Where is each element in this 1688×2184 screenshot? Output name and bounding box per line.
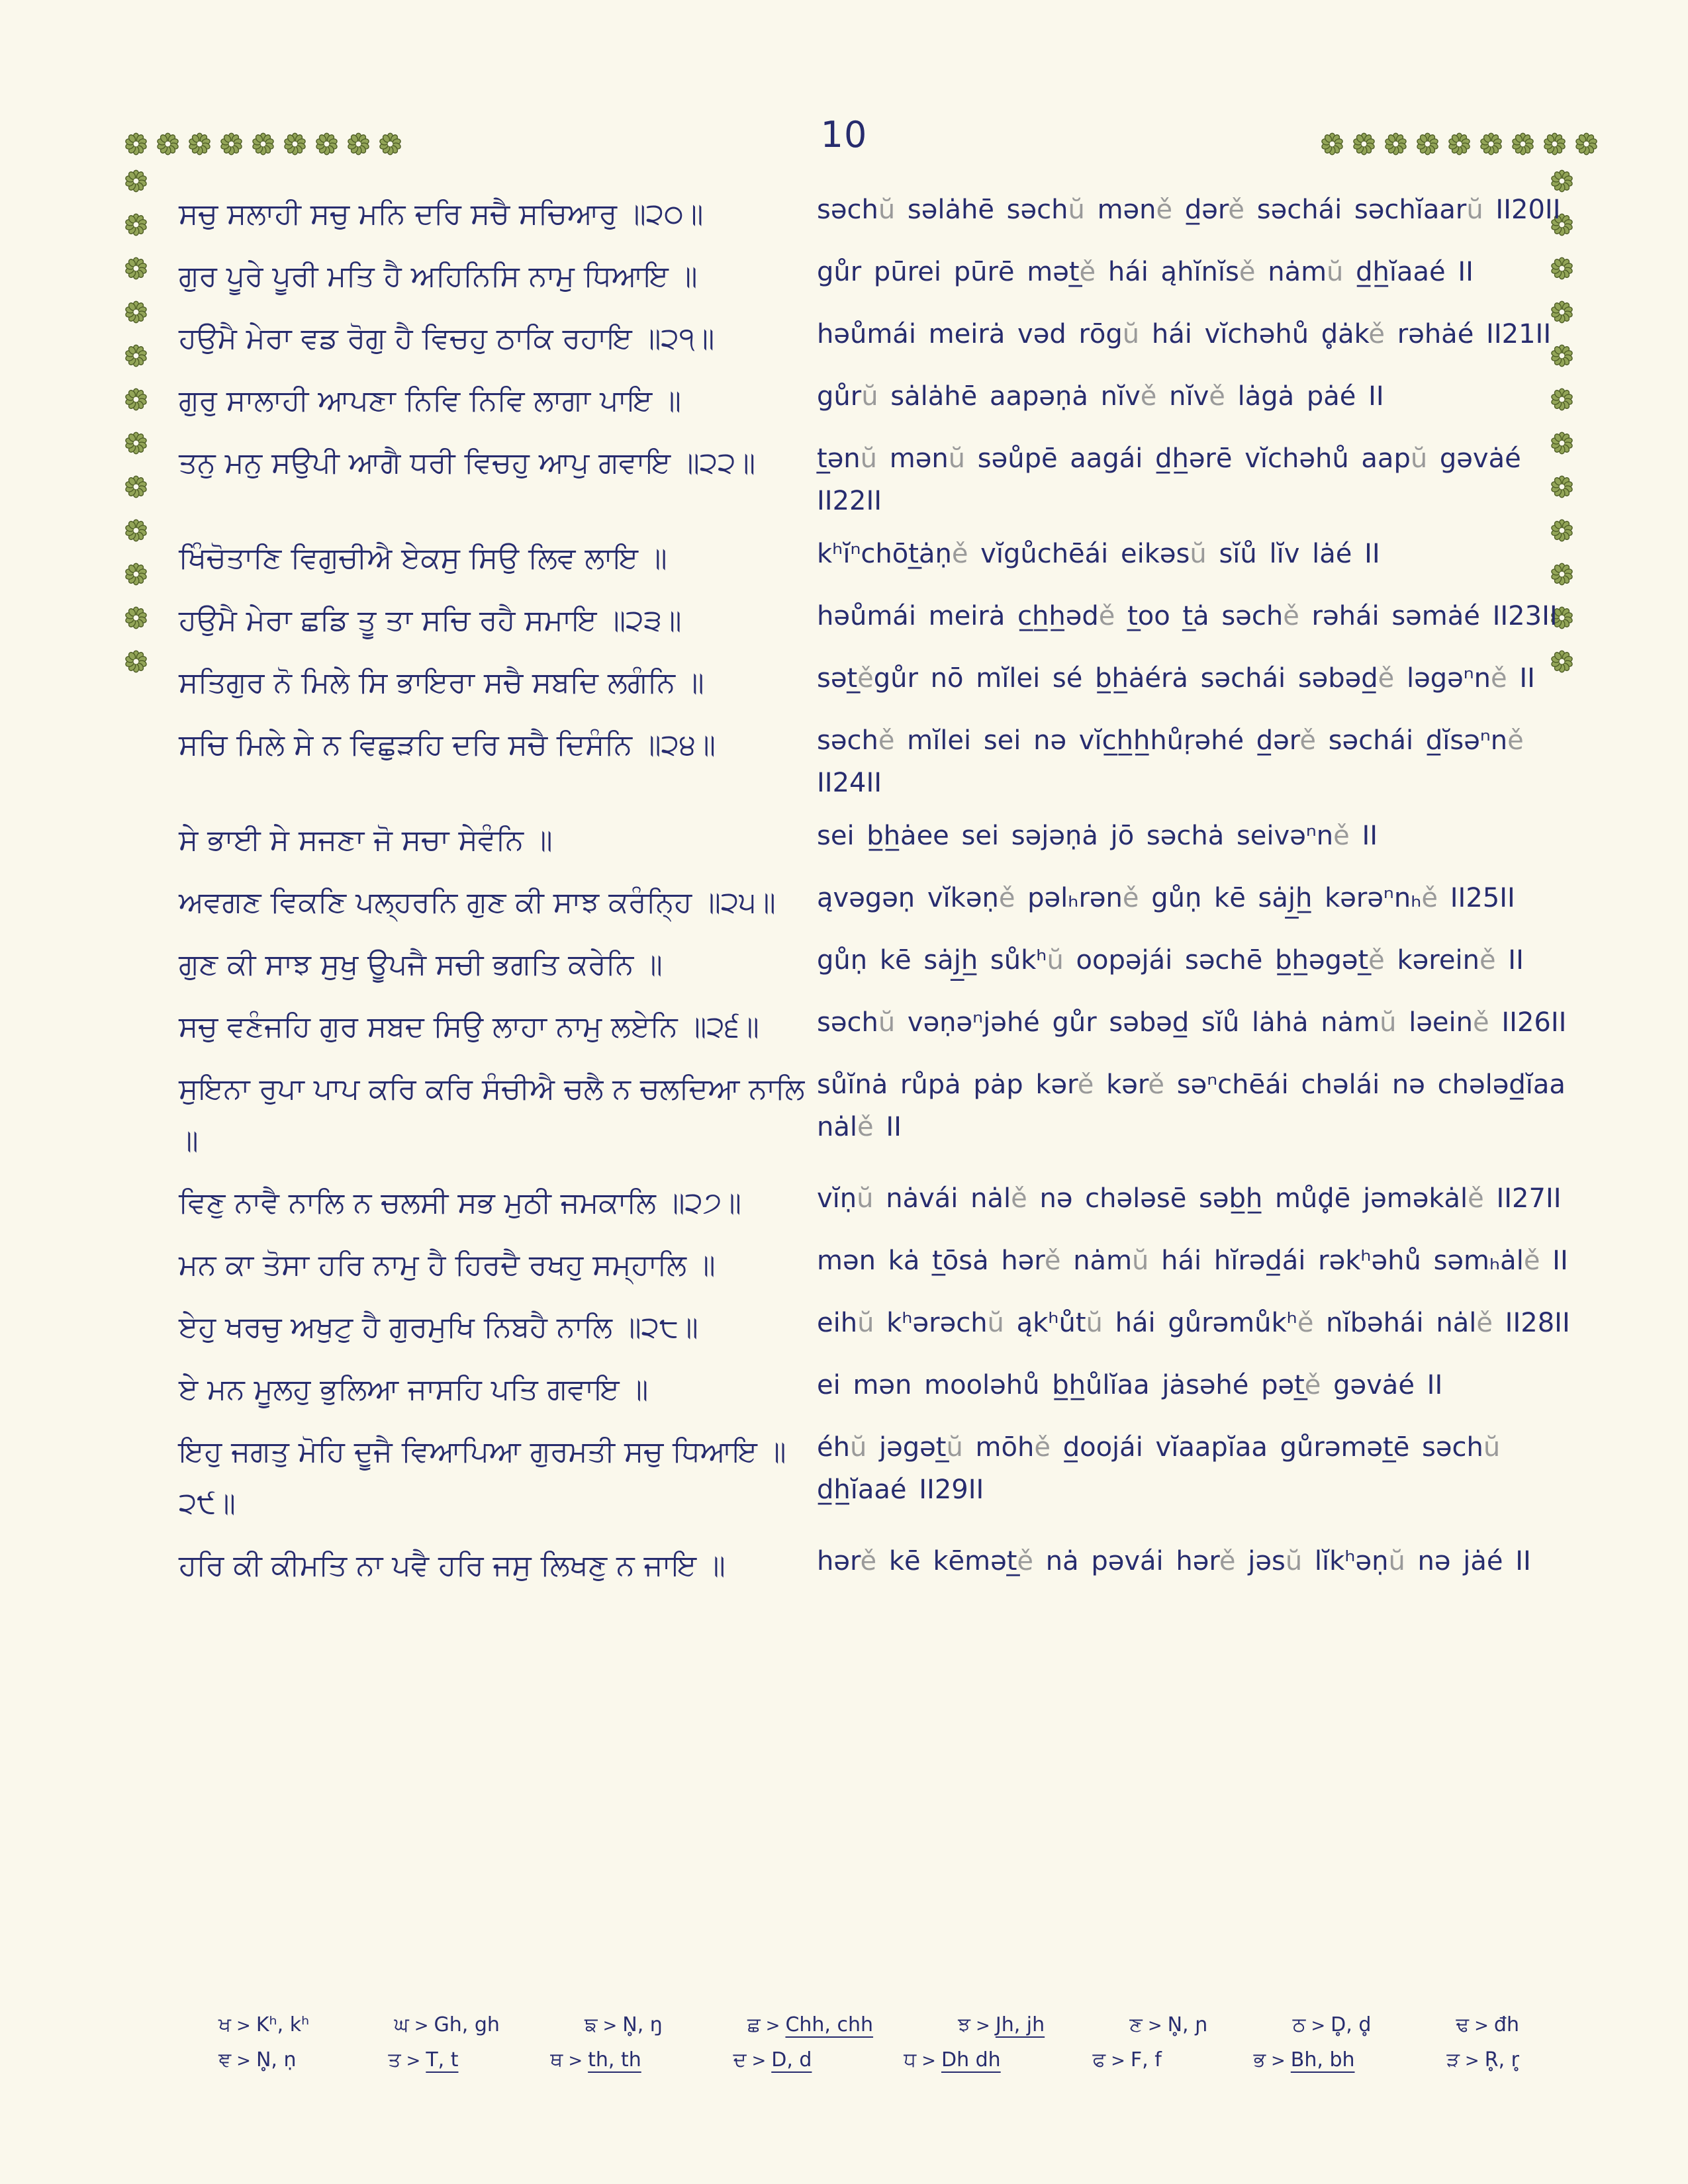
gurmukhi-line: ਏ ਮਨ ਮੂਲਹੁ ਭੁਲਿਆ ਜਾਸਹਿ ਪਤਿ ਗਵਾਇ ॥ [179, 1373, 649, 1406]
transliteration-line: éhŭ jǝgǝtŭ mōhě doojái vĭaapĭaa gůrǝmǝtē sǝchŭ dhĭaaé II29II [817, 1432, 1501, 1505]
legend-gurmukhi-letter: ਧ [904, 2048, 917, 2071]
muted-vowel-char: ŭ [878, 195, 896, 225]
page-number: 10 [820, 114, 868, 156]
muted-vowel-char: ě [1491, 663, 1507, 694]
flower-icon [188, 132, 211, 156]
flower-icon [156, 132, 179, 156]
muted-vowel-char: ě [1299, 725, 1316, 756]
flower-icon [1479, 132, 1503, 156]
flower-icon [124, 606, 148, 629]
legend-roman-value: Gh, gh [434, 2013, 500, 2036]
gurmukhi-line: ਸਚਿ ਮਿਲੇ ਸੇ ਨ ਵਿਛੁੜਹਿ ਦਰਿ ਸਚੈ ਦਿਸੰਨਿ ॥੨੪॥ [179, 728, 716, 762]
muted-vowel-char: ě [1468, 1183, 1484, 1214]
maps-to-arrow: > [976, 2016, 990, 2036]
legend-gurmukhi-letter: ਢ [1456, 2013, 1470, 2036]
muted-vowel-char: ě [1156, 195, 1173, 225]
maps-to-arrow: > [765, 2016, 780, 2036]
muted-vowel-char: ě [1476, 1308, 1493, 1338]
verse-row [179, 251, 1575, 302]
legend-gurmukhi-letter: ਫ [1092, 2048, 1106, 2071]
transliteration-line: sǝchŭ vǝṇǝⁿjǝhé gůr sǝbǝd sĭů lȧhȧ nȧmŭ lǝeině II26II [817, 1007, 1567, 1038]
legend-gurmukhi-letter: ਦ [733, 2048, 747, 2071]
legend-item [218, 2048, 297, 2071]
gurmukhi-line: ਗੁਣ ਕੀ ਸਾਝ ਸੁਖੁ ਊਪਜੈ ਸਚੀ ਭਗਤਿ ਕਰੇਨਿ ॥ [179, 948, 663, 981]
legend-item [1093, 2048, 1162, 2071]
gurmukhi-line: ਹਉਮੈ ਮੇਰਾ ਛਡਿ ਤੂ ਤਾ ਸਚਿ ਰਹੈ ਸਮਾਇ ॥੨੩॥ [179, 604, 682, 637]
flower-icon [124, 213, 148, 236]
muted-vowel-char: ŭ [987, 1308, 1004, 1338]
legend-roman-value: N̥, ṇ [256, 2048, 297, 2071]
muted-vowel-char: ě [857, 663, 874, 694]
flower-icon [379, 132, 402, 156]
legend-roman-value: Bh, bh [1290, 2048, 1355, 2071]
legend-gurmukhi-letter: ਞ [218, 2048, 232, 2071]
muted-vowel-char: ě [1479, 945, 1496, 976]
legend-item [747, 2013, 873, 2036]
gurmukhi-line: ਸੇ ਭਾਈ ਸੇ ਸਜਣਾ ਜੋ ਸਚਾ ਸੇਵੰਨਿ ॥ [179, 823, 553, 857]
transliteration-line: kʰĭⁿchōtȧṇě vĭgůchēái eikǝsŭ sĭů lĭv lȧé II [817, 539, 1380, 569]
legend-roman-value: T, t [426, 2048, 459, 2071]
transliteration-line: gůr pūrei pūrē mǝtě hái ąhĭnĭsě nȧmŭ dhĭaaé II [817, 257, 1474, 287]
transliteration-line: hǝrě kē kēmǝtě nȧ pǝvái hǝrě jǝsŭ lĭkʰǝṇŭ nǝ jȧé II [817, 1546, 1531, 1576]
maps-to-arrow: > [236, 2051, 251, 2071]
legend-gurmukhi-letter: ਠ [1292, 2013, 1306, 2036]
maps-to-arrow: > [602, 2016, 618, 2036]
muted-vowel-char: ŭ [857, 1308, 874, 1338]
legend-item [958, 2013, 1045, 2036]
maps-to-arrow: > [1474, 2016, 1489, 2036]
legend-item [585, 2013, 663, 2036]
verse-row [179, 939, 1575, 991]
legend-row [218, 2048, 1519, 2071]
legend-roman-value: N̥, ɲ [1167, 2013, 1208, 2036]
legend-gurmukhi-letter: ਥ [550, 2048, 563, 2071]
maps-to-arrow: > [414, 2016, 429, 2036]
transliteration-line: sǝtěgůr nō mĭlei sé bhȧérȧ sǝchái sǝbǝdě lǝgǝⁿně II [817, 663, 1535, 694]
verse-row [179, 1001, 1575, 1053]
legend-item [1293, 2013, 1372, 2036]
muted-vowel-char: ě [1011, 1183, 1027, 1214]
gurmukhi-line: ਸੁਇਨਾ ਰੁਪਾ ਪਾਪ ਕਰਿ ਕਰਿ ਸੰਚੀਐ ਚਲੈ ਨ ਚਲਦਿਆ ਨਾਲਿ ॥ [179, 1072, 805, 1158]
muted-vowel-char: ě [1079, 257, 1096, 287]
transliteration-line: vĭṇŭ nȧvái nȧlě nǝ chǝlǝsē sǝbh můdē jǝmǝkȧlě II27II [817, 1183, 1562, 1214]
legend-item [1254, 2048, 1355, 2071]
legend-gurmukhi-letter: ਙ [585, 2013, 598, 2036]
flower-icon [1543, 132, 1566, 156]
legend-item [394, 2013, 500, 2036]
muted-vowel-char: ě [1077, 1069, 1094, 1100]
muted-vowel-char: ě [1209, 381, 1225, 412]
maps-to-arrow: > [751, 2051, 767, 2071]
muted-vowel-char: ŭ [1132, 1246, 1149, 1276]
gurmukhi-line: ਇਹੁ ਜਗਤੁ ਮੋਹਿ ਦੂਜੈ ਵਿਆਪਿਆ ਗੁਰਮਤੀ ਸਚੁ ਧਿਆਇ ॥੨੯॥ [179, 1435, 786, 1520]
flower-icon [1511, 132, 1534, 156]
muted-vowel-char: ě [1148, 1069, 1165, 1100]
legend-roman-value: đh [1493, 2013, 1519, 2036]
verse-row [179, 595, 1575, 647]
muted-vowel-char: ě [998, 883, 1015, 913]
legend-roman-value: th, th [588, 2048, 641, 2071]
verse-list [179, 189, 1575, 1602]
maps-to-arrow: > [921, 2051, 936, 2071]
legend-gurmukhi-letter: ਣ [1129, 2013, 1143, 2036]
flower-icon [1321, 132, 1344, 156]
muted-vowel-char: ě [857, 1112, 874, 1142]
muted-vowel-char: ě [1378, 663, 1395, 694]
muted-vowel-char: ŭ [946, 1432, 963, 1463]
gurmukhi-line: ਹਰਿ ਕੀ ਕੀਮਤਿ ਨਾ ਪਵੈ ਹਰਿ ਜਸੁ ਲਿਖਣੁ ਨ ਜਾਇ ॥ [179, 1549, 726, 1582]
flower-icon [124, 432, 148, 455]
verse-row [179, 1426, 1575, 1529]
transliteration-line: sǝchě mĭlei sei nǝ vĭchhhůṛǝhé dǝrě sǝchái dĭsǝⁿně II24II [817, 725, 1524, 798]
verse-row [179, 1064, 1575, 1167]
legend-item [1129, 2013, 1207, 2036]
gurmukhi-line: ਸਚੁ ਸਲਾਹੀ ਸਚੁ ਮਨਿ ਦਰਿ ਸਚੈ ਸਚਿਆਰੁ ॥੨੦॥ [179, 197, 704, 231]
flower-icon [124, 300, 148, 324]
muted-vowel-char: ŭ [1410, 443, 1428, 474]
flower-icon [252, 132, 275, 156]
muted-vowel-char: ŭ [849, 1432, 867, 1463]
legend-item [218, 2013, 309, 2036]
muted-vowel-char: ŭ [1483, 1432, 1501, 1463]
gurmukhi-line: ਸਚੁ ਵਣੰਜਹਿ ਗੁਰ ਸਬਦ ਸਿਉ ਲਾਹਾ ਨਾਮੁ ਲਏਨਿ ॥੨੬॥ [179, 1010, 759, 1044]
verse-row [179, 1364, 1575, 1416]
muted-vowel-char: ŭ [1388, 1546, 1405, 1576]
transliteration-line: tǝnŭ mǝnŭ sǝůpē aagái dhǝrē vĭchǝhů aapŭ gǝvȧé II22II [817, 443, 1521, 516]
gurmukhi-line: ਮਨ ਕਾ ਤੋਸਾ ਹਰਿ ਨਾਮੁ ਹੈ ਹਿਰਦੈ ਰਖਹੁ ਸਮ੍ਹਾਲਿ ॥ [179, 1248, 716, 1282]
legend-gurmukhi-letter: ਤ [388, 2048, 401, 2071]
flower-icon [220, 132, 243, 156]
maps-to-arrow: > [1311, 2016, 1326, 2036]
muted-vowel-char: ě [1034, 1432, 1051, 1463]
verse-row [179, 313, 1575, 365]
legend-item [904, 2048, 1000, 2071]
verse-row [179, 1540, 1575, 1592]
muted-vowel-char: ě [1333, 821, 1350, 851]
flower-icon [1575, 132, 1598, 156]
muted-vowel-char: ŭ [1122, 319, 1140, 349]
transliteration-line: sei bhȧee sei sǝjǝṇȧ jō sǝchȧ seivǝⁿně II [817, 821, 1378, 851]
legend-gurmukhi-letter: ਘ [394, 2013, 409, 2036]
muted-vowel-char: ě [1017, 1546, 1034, 1576]
maps-to-arrow: > [1147, 2016, 1162, 2036]
muted-vowel-char: ě [1122, 883, 1139, 913]
gurmukhi-line: ਹਉਮੈ ਮੇਰਾ ਵਡ ਰੋਗੁ ਹੈ ਵਿਚਹੁ ਠਾਕਿ ਰਹਾਇ ॥੨੧॥ [179, 322, 715, 355]
muted-vowel-char: ŭ [860, 443, 878, 474]
legend-gurmukhi-letter: ਝ [958, 2013, 971, 2036]
flower-icon [124, 169, 148, 193]
verse-row [179, 815, 1575, 866]
legend-item [1456, 2013, 1519, 2036]
flower-icon [124, 650, 148, 673]
maps-to-arrow: > [1111, 2051, 1125, 2071]
legend-roman-value: Kʰ, kʰ [256, 2013, 310, 2036]
flower-icon [124, 257, 148, 280]
legend-roman-value: Jh, jh [995, 2013, 1045, 2036]
legend-gurmukhi-letter: ਖ [218, 2013, 232, 2036]
decor-top-left [124, 132, 402, 156]
verse-row [179, 375, 1575, 427]
flower-icon [1416, 132, 1439, 156]
maps-to-arrow: > [1464, 2051, 1479, 2071]
muted-vowel-char: ŭ [1380, 1007, 1397, 1038]
transliteration-line: sůĭnȧ růpȧ pȧp kǝrě kǝrě sǝⁿchēái chǝlái nǝ chǝlǝdĭaa nȧlě II [817, 1069, 1566, 1142]
decor-left-border [124, 169, 148, 673]
gurmukhi-line: ਅਵਗਣ ਵਿਕਣਿ ਪਲ੍ਹਰਨਿ ਗੁਣ ਕੀ ਸਾਝ ਕਰੰਨ੍ਹਿ ॥੨੫॥ [179, 886, 776, 919]
muted-vowel-char: ě [1297, 1308, 1314, 1338]
flower-icon [124, 475, 148, 498]
verse-row [179, 1177, 1575, 1229]
verse-row [179, 189, 1575, 240]
muted-vowel-char: ě [1523, 1246, 1540, 1276]
muted-vowel-char: ŭ [1466, 195, 1483, 225]
legend-gurmukhi-letter: ੜ [1446, 2048, 1460, 2071]
legend-roman-value: N̥, ŋ [622, 2013, 663, 2036]
flower-icon [315, 132, 338, 156]
legend-gurmukhi-letter: ਭ [1253, 2048, 1266, 2071]
muted-vowel-char: ŭ [1327, 257, 1344, 287]
gurmukhi-line: ਗੁਰ ਪੂਰੇ ਪੂਰੀ ਮਤਿ ਹੈ ਅਹਿਨਿਸਿ ਨਾਮੁ ਧਿਆਇ ॥ [179, 259, 698, 293]
muted-vowel-char: ě [1098, 601, 1115, 631]
legend-roman-value: Chh, chh [785, 2013, 874, 2036]
muted-vowel-char: ě [860, 1546, 877, 1576]
muted-vowel-char: ě [1044, 1246, 1061, 1276]
muted-vowel-char: ě [1228, 195, 1245, 225]
muted-vowel-char: ŭ [1285, 1546, 1303, 1576]
muted-vowel-char: ě [1239, 257, 1256, 287]
flower-icon [347, 132, 370, 156]
flower-icon [124, 519, 148, 542]
transliteration-line: hǝůmái meirȧ chhǝdě too tȧ sǝchě rǝhái sǝmȧé II23II [817, 601, 1558, 631]
legend-row [218, 2013, 1519, 2036]
maps-to-arrow: > [236, 2016, 251, 2036]
muted-vowel-char: ŭ [1086, 1308, 1103, 1338]
flower-icon [1384, 132, 1407, 156]
legend-gurmukhi-letter: ਛ [747, 2013, 761, 2036]
muted-vowel-char: ŭ [1190, 539, 1207, 569]
gurmukhi-line: ਸਤਿਗੁਰ ਨੋ ਮਿਲੇ ਸਿ ਭਾਇਰਾ ਸਚੈ ਸਬਦਿ ਲਗੰਨਿ ॥ [179, 666, 704, 700]
muted-vowel-char: ŭ [1047, 945, 1064, 976]
transliteration-line: eihŭ kʰǝrǝchŭ ąkʰůtŭ hái gůrǝmůkʰě nĭbǝhái nȧlě II28II [817, 1308, 1570, 1338]
muted-vowel-char: ě [1368, 945, 1385, 976]
verse-row [179, 437, 1575, 522]
muted-vowel-char: ě [1283, 601, 1299, 631]
flower-icon [1352, 132, 1376, 156]
muted-vowel-char: ŭ [861, 381, 878, 412]
muted-vowel-char: ě [1140, 381, 1157, 412]
maps-to-arrow: > [568, 2051, 583, 2071]
legend-roman-value: R̥, r̥ [1484, 2048, 1519, 2071]
verse-row [179, 657, 1575, 709]
flower-icon [124, 132, 148, 156]
transliteration-line: ąvǝgǝṇ vĭkǝṇě pǝlₕrǝně gůṇ kē sȧjh kǝrǝⁿnₕě II25II [817, 883, 1515, 913]
legend-item [388, 2048, 458, 2071]
decor-top-right [1321, 132, 1598, 156]
maps-to-arrow: > [406, 2051, 421, 2071]
muted-vowel-char: ě [951, 539, 968, 569]
muted-vowel-char: ŭ [1068, 195, 1085, 225]
flower-icon [124, 344, 148, 367]
muted-vowel-char: ŭ [878, 1007, 896, 1038]
transliteration-line: hǝůmái meirȧ vǝd rōgŭ hái vĭchǝhů dȧkě rǝhȧé II21II [817, 319, 1552, 349]
muted-vowel-char: ě [1368, 319, 1385, 349]
legend-roman-value: F, f [1130, 2048, 1162, 2071]
transliteration-line: ei mǝn moolǝhů bhůlĭaa jȧsǝhé pǝtě gǝvȧé II [817, 1370, 1443, 1400]
gurmukhi-line: ਏਹੁ ਖਰਚੁ ਅਖੁਟੁ ਹੈ ਗੁਰਮੁਖਿ ਨਿਬਹੈ ਨਾਲਿ ॥੨੮॥ [179, 1310, 698, 1344]
gurmukhi-line: ਗੁਰੁ ਸਾਲਾਹੀ ਆਪਣਾ ਨਿਵਿ ਨਿਵਿ ਲਾਗਾ ਪਾਇ ॥ [179, 384, 681, 418]
transliteration-legend [218, 2013, 1519, 2071]
maps-to-arrow: > [1270, 2051, 1286, 2071]
muted-vowel-char: ě [878, 725, 895, 756]
transliteration-line: gůrŭ sȧlȧhē aapǝṇȧ nĭvě nĭvě lȧgȧ pȧé II [817, 381, 1384, 412]
muted-vowel-char: ŭ [857, 1183, 874, 1214]
legend-roman-value: D, d [771, 2048, 812, 2071]
flower-icon [124, 563, 148, 586]
legend-item [550, 2048, 641, 2071]
verse-row [179, 1240, 1575, 1291]
muted-vowel-char: ě [1421, 883, 1438, 913]
verse-row [179, 719, 1575, 804]
transliteration-line: gůṇ kē sȧjh sůkʰŭ oopǝjái sǝchē bhǝgǝtě kǝreině II [817, 945, 1524, 976]
muted-vowel-char: ě [1304, 1370, 1321, 1400]
legend-roman-value: D̥, d̥ [1331, 2013, 1372, 2036]
legend-item [733, 2048, 812, 2071]
gurmukhi-line: ਖਿੰਚੋਤਾਣਿ ਵਿਗੁਚੀਐ ਏਕਸੁ ਸਿਉ ਲਿਵ ਲਾਇ ॥ [179, 541, 667, 575]
gurmukhi-line: ਤਨੁ ਮਨੁ ਸਉਪੀ ਆਗੈ ਧਰੀ ਵਿਚਹੁ ਆਪੁ ਗਵਾਇ ॥੨੨॥ [179, 446, 756, 480]
flower-icon [283, 132, 306, 156]
verse-row [179, 877, 1575, 929]
flower-icon [1448, 132, 1471, 156]
verse-row [179, 1302, 1575, 1353]
muted-vowel-char: ě [1219, 1546, 1236, 1576]
transliteration-line: mǝn kȧ tōsȧ hǝrě nȧmŭ hái hĭrǝdái rǝkʰǝhů sǝmₕȧlě II [817, 1246, 1568, 1276]
legend-roman-value: Dh dh [941, 2048, 1001, 2071]
verse-row [179, 533, 1575, 584]
flower-icon [124, 388, 148, 411]
muted-vowel-char: ŭ [948, 443, 966, 474]
legend-item [1446, 2048, 1519, 2071]
muted-vowel-char: ě [1473, 1007, 1489, 1038]
gurmukhi-line: ਵਿਣੁ ਨਾਵੈ ਨਾਲਿ ਨ ਚਲਸੀ ਸਭ ਮੁਠੀ ਜਮਕਾਲਿ ॥੨੭॥ [179, 1186, 741, 1220]
muted-vowel-char: ě [1507, 725, 1524, 756]
transliteration-line: sǝchŭ sǝlȧhē sǝchŭ mǝně dǝrě sǝchái sǝchĭaarŭ II20II [817, 195, 1561, 225]
